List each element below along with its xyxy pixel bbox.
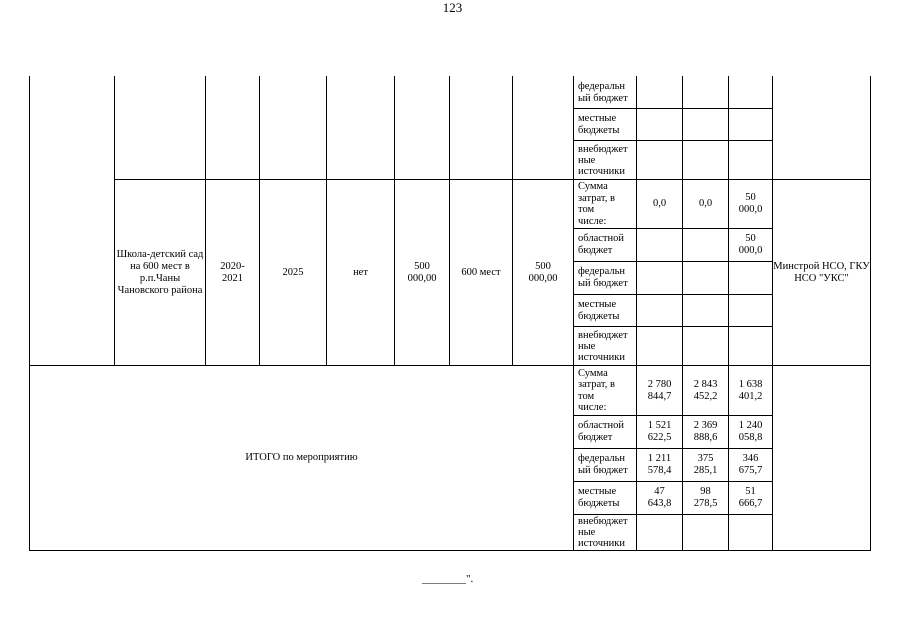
funding-source-cell: местные бюджеты: [578, 298, 620, 322]
funding-source-cell: федеральн ый бюджет: [578, 80, 628, 104]
year-cell: 2025: [282, 266, 304, 278]
value-cell: 1 638 401,2: [738, 378, 763, 402]
page-number: 123: [442, 0, 463, 15]
value-cell: 346 675,7: [738, 453, 763, 476]
value-cell: 1 211 578,4: [647, 453, 672, 476]
grid-line: [29, 550, 871, 551]
total-label: ИТОГО по мероприятию: [245, 452, 358, 463]
funding-source-cell: Сумма затрат, в том числе:: [578, 367, 615, 413]
period-cell: 2020-2021: [220, 260, 245, 284]
grid-line: [870, 76, 871, 551]
funding-source-cell: федеральн ый бюджет: [578, 453, 628, 476]
value-cell: 47 643,8: [647, 486, 672, 509]
cost-cell: 500 000,00: [407, 260, 437, 284]
value-cell: 1 521 622,5: [647, 420, 672, 443]
funding-source-cell: внебюджет ные источники: [578, 329, 628, 363]
object-name-cell: Школа-детский сад на 600 мест в р.п.Чаны Чановского района: [116, 248, 204, 296]
responsible-cell: Минстрой НСО, ГКУ НСО "УКС": [773, 260, 870, 284]
value-cell: 0,0: [652, 198, 667, 209]
funding-source-cell: местные бюджеты: [578, 486, 620, 509]
value-cell: 51 666,7: [738, 486, 763, 509]
funding-source-cell: Сумма затрат, в том числе:: [578, 181, 615, 227]
value-cell: 2 369 888,6: [693, 420, 718, 443]
value-cell: 2 780 844,7: [647, 378, 672, 402]
value-cell: 1 240 058,8: [738, 420, 763, 443]
funding-source-cell: федеральн ый бюджет: [578, 266, 628, 289]
psd-cell: нет: [353, 266, 368, 278]
value-cell: 0,0: [698, 198, 713, 209]
funding-source-cell: местные бюджеты: [578, 112, 620, 136]
value-cell: 98 278,5: [693, 486, 718, 509]
funding-source-cell: внебюджет ные источники: [578, 143, 628, 177]
remaining-cost-cell: 500 000,00: [528, 260, 558, 284]
funding-source-cell: внебюджет ные источники: [578, 516, 628, 549]
capacity-cell: 600 мест: [461, 266, 501, 278]
value-cell: 375 285,1: [693, 453, 718, 476]
value-cell: 50 000,0: [738, 233, 763, 256]
value-cell: 50 000,0: [738, 192, 763, 215]
closing-quote-mark: ________".: [422, 573, 474, 585]
funding-source-cell: областной бюджет: [578, 233, 624, 256]
funding-source-cell: областной бюджет: [578, 420, 624, 443]
value-cell: 2 843 452,2: [693, 378, 718, 402]
